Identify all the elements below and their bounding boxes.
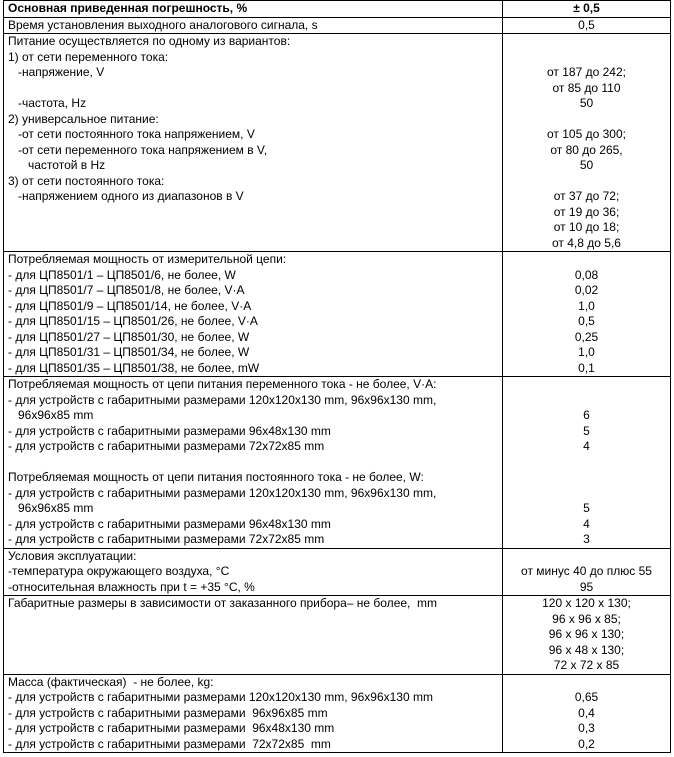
value-line: от 37 до 72; (553, 189, 620, 203)
spec-table (3, 0, 671, 753)
parameter-line: - для ЦП8501/9 – ЦП8501/14, не более, V·A (8, 298, 252, 313)
parameter-line: - для устройств с габаритными размерами 96х96х85 mm (8, 705, 328, 720)
value-line: 0,5 (578, 17, 595, 32)
spec-parameter-cell (4, 377, 503, 549)
value-line: 3 (583, 532, 590, 546)
value-line: 0,02 (574, 283, 599, 297)
parameter-line: Масса (фактическая) - не более, kg: (8, 674, 214, 689)
parameter-line: - для устройств с габаритными размерами 120х120х130 mm, 96х96х130 mm (8, 690, 433, 704)
value-line: 96 х 96 х 85; (552, 611, 621, 626)
parameter-line: Условия эксплуатации: (8, 548, 137, 563)
parameter-line: Габаритные размеры в зависимости от заказанного прибора– не более, mm (8, 596, 438, 610)
value-line: от 80 до 265, (550, 142, 623, 157)
parameter-line (8, 236, 498, 252)
value-line: 0,5 (578, 314, 595, 328)
value-line: 0,4 (578, 705, 595, 720)
parameter-line (8, 455, 498, 471)
parameter-line: - для ЦП8501/31 – ЦП8501/34, не более, W (8, 345, 250, 359)
value-line (507, 174, 666, 190)
parameter-line: 2) универсальное питание: (8, 111, 159, 126)
value-line (507, 470, 666, 486)
spec-row (4, 548, 671, 596)
value-line: ± 0,5 (573, 1, 600, 15)
value-line: 1,0 (578, 298, 595, 313)
parameter-line (8, 220, 498, 236)
spec-row (4, 377, 671, 549)
value-line: 0,3 (578, 721, 595, 735)
parameter-line: Питание осуществляется по одному из вариантов: (8, 34, 291, 48)
parameter-line: -относительная влажность при t = +35 °C, % (8, 579, 255, 594)
value-line: 0,2 (578, 736, 595, 751)
parameter-line: - для ЦП8501/27 – ЦП8501/30, не более, W (8, 329, 250, 344)
spec-parameter-cell (4, 252, 503, 377)
spec-parameter-cell (4, 17, 503, 34)
spec-parameter-cell (4, 674, 503, 753)
spec-row (4, 674, 671, 753)
value-line: 72 х 72 х 85 (553, 658, 620, 672)
value-line: 5 (583, 423, 590, 438)
value-line (507, 252, 666, 268)
value-line (507, 112, 666, 128)
spec-row (4, 252, 671, 377)
parameter-line: - для ЦП8501/7 – ЦП8501/8, не более, V·A (8, 283, 245, 297)
parameter-line: Потребляемая мощность от цепи питания постоянного тока - не более, W: (8, 470, 424, 484)
spec-parameter-cell (4, 1, 503, 18)
value-line: 95 (579, 579, 594, 594)
parameter-line: Основная приведенная погрешность, % (8, 1, 248, 15)
spec-parameter-cell (4, 548, 503, 596)
value-line: 0,1 (578, 360, 595, 375)
value-line: 0,08 (574, 267, 599, 282)
value-line: от 10 до 18; (553, 220, 620, 234)
parameter-line: 96х96х85 mm (8, 501, 94, 515)
spec-row (4, 34, 671, 252)
parameter-line: - для устройств с габаритными размерами 96х48х130 mm (8, 516, 331, 531)
parameter-line: -частота, Hz (8, 96, 87, 110)
spec-value-cell (503, 17, 671, 34)
spec-parameter-cell (4, 34, 503, 252)
value-line: 5 (583, 501, 590, 515)
parameter-line: 3) от сети постоянного тока: (8, 173, 165, 188)
value-line (507, 486, 666, 502)
parameter-line: -от сети переменного тока напряжением в V, (8, 142, 268, 157)
value-line: 50 (579, 158, 594, 172)
value-line (507, 393, 666, 409)
parameter-line: - для устройств с габаритными размерами 120х120х130 mm, 96х96х130 mm, (8, 485, 437, 500)
value-line: от 187 до 242; (547, 65, 626, 79)
parameter-line (8, 81, 498, 97)
value-line: 120 х 120 х 130; (542, 596, 631, 610)
value-line (507, 455, 666, 471)
value-line: 96 х 96 х 130; (548, 627, 625, 641)
spec-value-cell (503, 548, 671, 596)
parameter-line: -напряжением одного из диапазонов в V (8, 189, 244, 203)
parameter-line: - для устройств с габаритными размерами 96х48х130 mm (8, 423, 331, 438)
value-line (507, 675, 666, 691)
parameter-line: - для устройств с габаритными размерами 96х48х130 mm (8, 721, 335, 735)
parameter-line: - для ЦП8501/35 – ЦП8501/38, не более, mW (8, 360, 260, 375)
value-line: 0,65 (574, 690, 599, 704)
value-line (507, 549, 666, 565)
parameter-line: Время установления выходного аналогового сигнала, s (8, 17, 318, 32)
parameter-line (8, 205, 498, 221)
spec-value-cell (503, 1, 671, 18)
parameter-line: Потребляемая мощность от измерительной цепи: (8, 252, 287, 266)
value-line (507, 377, 666, 393)
parameter-line: - для устройств с габаритными размерами 72х72х85 mm (8, 736, 331, 751)
parameter-line: -напряжение, V (8, 65, 105, 79)
value-line: от 85 до 110 (552, 80, 621, 95)
value-line: 96 х 48 х 130; (548, 642, 625, 657)
value-line: 0,25 (574, 329, 599, 344)
value-line: 4 (583, 439, 590, 453)
parameter-line: - для устройств с габаритными размерами 72х72х85 mm (8, 532, 325, 546)
value-line: 50 (579, 96, 594, 110)
parameter-line: - для ЦП8501/1 – ЦП8501/6, не более, W (8, 267, 236, 282)
spec-value-cell (503, 596, 671, 675)
spec-row (4, 1, 671, 18)
value-line: от минус 40 до плюс 55 (521, 564, 652, 578)
parameter-line: частотой в Hz (8, 158, 106, 172)
value-line: от 105 до 300; (547, 127, 626, 141)
spec-table-body (4, 1, 671, 753)
parameter-line: -температура окружающего воздуха, °С (8, 564, 230, 578)
parameter-line: - для ЦП8501/15 – ЦП8501/26, не более, V·A (8, 314, 258, 328)
parameter-line: 1) от сети переменного тока: (8, 49, 169, 64)
parameter-line: Потребляемая мощность от цепи питания переменного тока - не более, V·A: (8, 377, 437, 391)
spec-value-cell (503, 252, 671, 377)
parameter-line: - для устройств с габаритными размерами 72х72х85 mm (8, 439, 325, 453)
parameter-line: -от сети постоянного тока напряжением, V (8, 127, 255, 141)
spec-row (4, 596, 671, 675)
spec-row (4, 17, 671, 34)
parameter-line: 96х96х85 mm (8, 408, 94, 422)
value-line: 6 (583, 408, 590, 422)
value-line (507, 50, 666, 66)
parameter-line: - для устройств с габаритными размерами 120х120х130 mm, 96х96х130 mm, (8, 392, 437, 407)
value-line (507, 34, 666, 50)
value-line: 4 (583, 516, 590, 531)
spec-value-cell (503, 674, 671, 753)
spec-parameter-cell (4, 596, 503, 675)
spec-value-cell (503, 34, 671, 252)
value-line: от 19 до 36; (553, 204, 620, 219)
value-line: от 4,8 до 5,6 (552, 235, 621, 250)
spec-value-cell (503, 377, 671, 549)
value-line: 1,0 (578, 345, 595, 359)
